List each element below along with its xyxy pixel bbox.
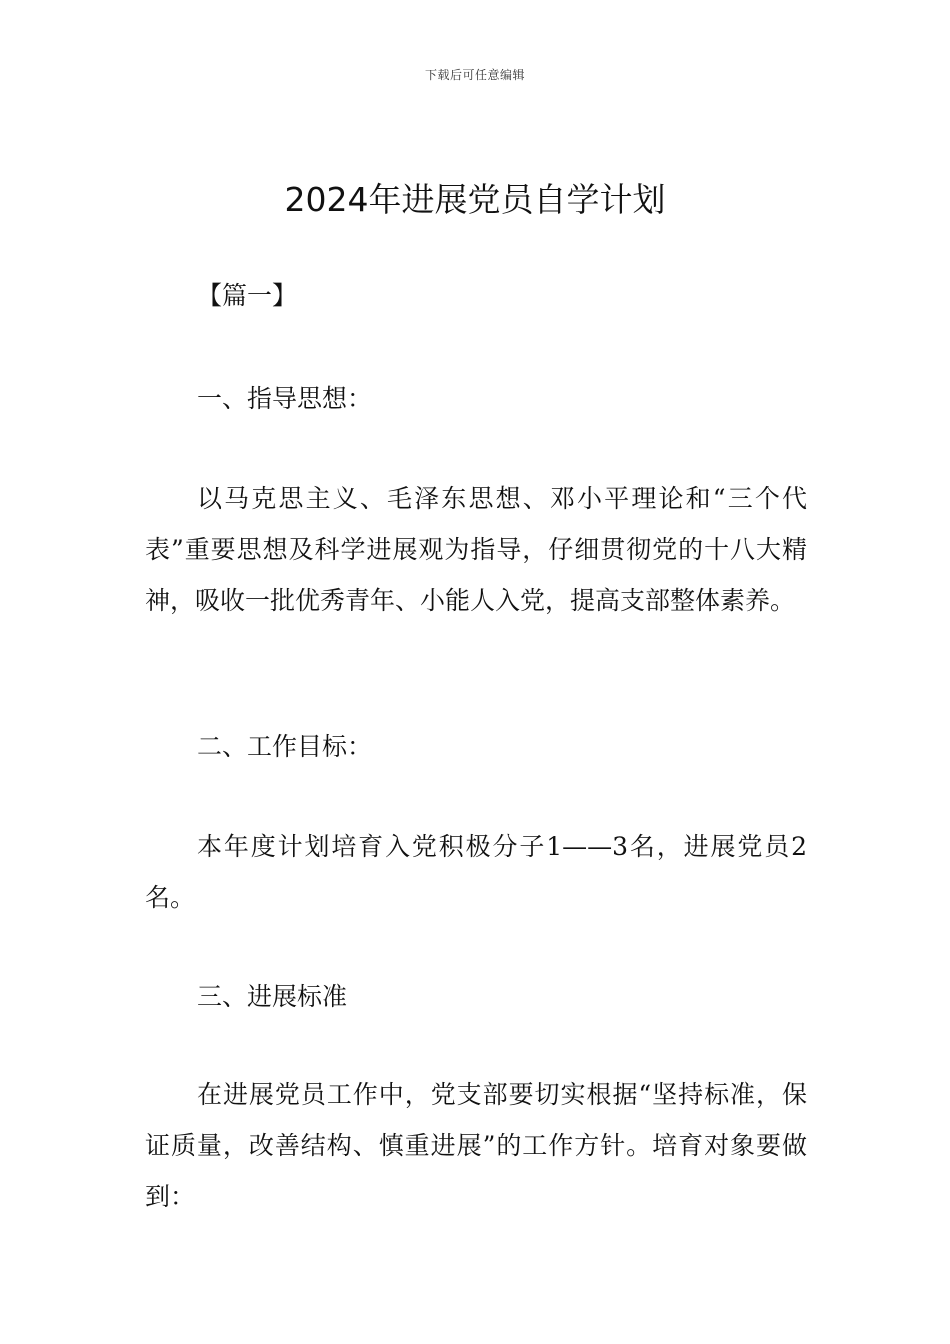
header-note: 下载后可任意编辑 — [424, 68, 525, 82]
paragraph-guiding-ideology: 以马克思主义、毛泽东思想、邓小平理论和“三个代表”重要思想及科学进展观为指导，仔细贯彻党的十八大精神，吸收一批优秀青年、小能人入党，提高支部整体素养。 — [145, 484, 807, 615]
section-heading-work-goals: 二、工作目标： — [197, 732, 373, 761]
section-heading-development-standards: 三、进展标准 — [197, 982, 348, 1011]
document-title: 2024年进展党员自学计划 — [284, 180, 666, 219]
paragraph-development-standards: 在进展党员工作中，党支部要切实根据“坚持标准，保证质量，改善结构、慎重进展”的工作方针。培育对象要做到： — [145, 1080, 807, 1211]
paragraph-work-goals: 本年度计划培育入党积极分子1——3名，进展党员2名。 — [145, 832, 807, 912]
section-heading-guiding-ideology: 一、指导思想： — [197, 384, 373, 413]
part-label: 【篇一】 — [197, 281, 298, 310]
